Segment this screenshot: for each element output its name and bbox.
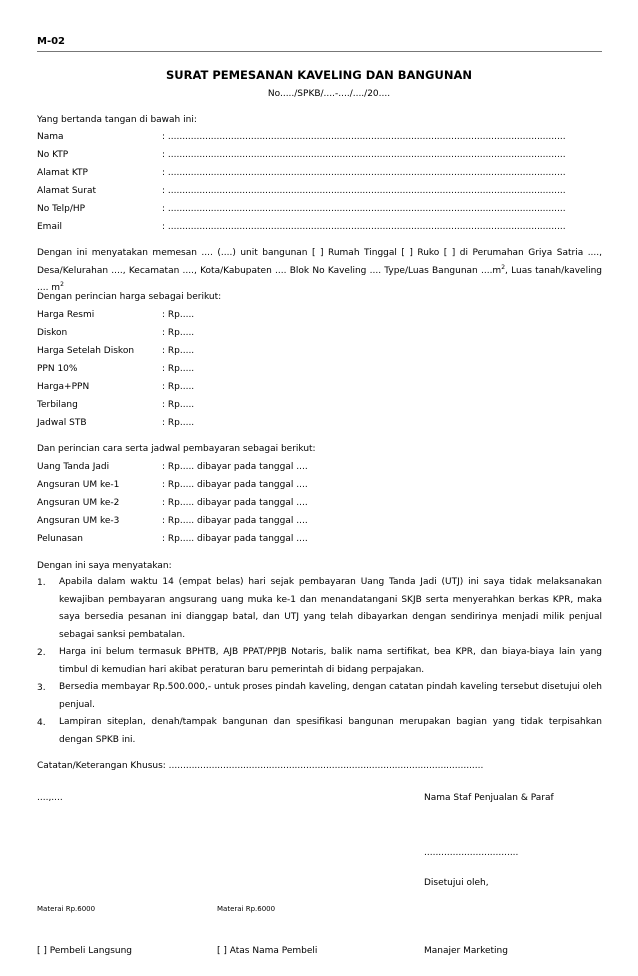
price-label: Harga Resmi xyxy=(37,310,95,320)
buyer-direct-checkbox[interactable]: [ ] Pembeli Langsung xyxy=(37,946,133,956)
price-value[interactable]: : Rp..... xyxy=(162,346,195,356)
field-value-ktp[interactable]: : ........................................................................................................................................... xyxy=(162,150,566,160)
sales-signature-line[interactable]: ................................. xyxy=(424,848,519,858)
superscript-2: 2 xyxy=(501,263,506,271)
field-value-alamat-ktp[interactable]: : ........................................................................................................................................... xyxy=(162,168,566,178)
price-label: Terbilang xyxy=(37,400,78,410)
declaration-number: 4. xyxy=(37,718,46,728)
payment-label: Angsuran UM ke-1 xyxy=(37,480,120,490)
declaration-intro: Dengan ini saya menyatakan: xyxy=(37,561,172,571)
declaration-number: 2. xyxy=(37,648,46,658)
price-label: Jadwal STB xyxy=(37,418,87,428)
payment-value[interactable]: : Rp..... dibayar pada tanggal .... xyxy=(162,516,308,526)
price-value[interactable]: : Rp..... xyxy=(162,328,195,338)
superscript-2: 2 xyxy=(60,281,64,288)
declaration-text: Harga ini belum termasuk BPHTB, AJB PPAT/PPJB Notaris, balik nama sertifikat, bea KPR, dan biaya-biaya lain yang timbul di kemudian hari akibat peraturan baru pemerintah di bidang perpajakan. xyxy=(59,647,602,675)
field-value-alamat-surat[interactable]: : ........................................................................................................................................... xyxy=(162,186,566,196)
payment-value[interactable]: : Rp..... dibayar pada tanggal .... xyxy=(162,498,308,508)
marketing-manager: Manajer Marketing xyxy=(424,946,508,956)
field-label-telp: No Telp/HP xyxy=(37,204,86,214)
price-value[interactable]: : Rp..... xyxy=(162,400,195,410)
payment-label: Pelunasan xyxy=(37,534,83,544)
payment-value[interactable]: : Rp..... dibayar pada tanggal .... xyxy=(162,480,308,490)
price-value[interactable]: : Rp..... xyxy=(162,364,195,374)
payment-label: Angsuran UM ke-2 xyxy=(37,498,120,508)
price-label: Harga Setelah Diskon xyxy=(37,346,135,356)
price-label: PPN 10% xyxy=(37,364,78,374)
approved-by: Disetujui oleh, xyxy=(424,878,489,888)
declaration-number: 1. xyxy=(37,578,46,588)
special-notes[interactable]: Catatan/Keterangan Khusus: .............................................................................................................. xyxy=(37,761,484,771)
payment-value[interactable]: : Rp..... dibayar pada tanggal .... xyxy=(162,462,308,472)
payment-label: Angsuran UM ke-3 xyxy=(37,516,120,526)
statement-text-2: , Luas tanah/kaveling .... m xyxy=(37,265,602,293)
document-title: SURAT PEMESANAN KAVELING DAN BANGUNAN xyxy=(165,68,472,82)
declaration-number: 3. xyxy=(37,683,46,693)
identity-intro: Yang bertanda tangan di bawah ini: xyxy=(37,115,197,125)
payment-intro: Dan perincian cara serta jadwal pembayaran sebagai berikut: xyxy=(37,444,316,454)
field-value-telp[interactable]: : ........................................................................................................................................... xyxy=(162,204,566,214)
payment-label: Uang Tanda Jadi xyxy=(37,462,110,472)
field-label-alamat-ktp: Alamat KTP xyxy=(37,168,88,178)
payment-value[interactable]: : Rp..... dibayar pada tanggal .... xyxy=(162,534,308,544)
sales-staff-title: Nama Staf Penjualan & Paraf xyxy=(424,793,554,803)
field-value-nama[interactable]: : ........................................................................................................................................... xyxy=(162,132,566,142)
field-label-email: Email xyxy=(37,222,62,232)
price-value[interactable]: : Rp..... xyxy=(162,310,195,320)
stamp-placeholder-2: Materai Rp.6000 xyxy=(217,905,276,913)
field-label-alamat-surat: Alamat Surat xyxy=(37,186,97,196)
price-label: Harga+PPN xyxy=(37,382,90,392)
price-label: Diskon xyxy=(37,328,68,338)
document-code: M-02 xyxy=(37,36,66,47)
order-statement xyxy=(37,245,602,298)
buyer-proxy-checkbox[interactable]: [ ] Atas Nama Pembeli xyxy=(217,946,318,956)
stamp-placeholder-1: Materai Rp.6000 xyxy=(37,905,96,913)
price-value[interactable]: : Rp..... xyxy=(162,382,195,392)
field-label-nama: Nama xyxy=(37,132,64,142)
header-divider xyxy=(37,51,602,52)
place-date[interactable]: ....,.... xyxy=(37,793,63,803)
declaration-text: Apabila dalam waktu 14 (empat belas) hari sejak pembayaran Uang Tanda Jadi (UTJ) ini saya tidak melaksanakan kewajiban pembayaran angsurang uang muka ke-1 dan menandatangani SKJB serta menyerahkan berkas KPR, maka saya bersedia pesanan ini dianggap batal, dan UTJ yang telah dibayarkan dengan sendirinya menjadi milik penjual sebagai sanksi pembatalan. xyxy=(59,577,602,640)
document-number: No...../SPKB/....-..../..../20.... xyxy=(267,89,391,99)
pricing-intro: Dengan perincian harga sebagai berikut: xyxy=(37,292,222,302)
price-value[interactable]: : Rp..... xyxy=(162,418,195,428)
declaration-text: Bersedia membayar Rp.500.000,- untuk proses pindah kaveling, dengan catatan pindah kaveling tersebut disetujui oleh penjual. xyxy=(59,682,603,710)
statement-text-1: Dengan ini menyatakan memesan .... (....) unit bangunan [ ] Rumah Tinggal [ ] Ruko [ ] di Perumahan Griya Satria ...., Desa/Kelurahan ...., Kecamatan ...., Kota/Kabupaten .... Blok No Kaveling .... Type/Luas Bangunan ....m xyxy=(37,248,602,276)
field-label-ktp: No KTP xyxy=(37,150,69,160)
declaration-text: Lampiran siteplan, denah/tampak bangunan dan spesifikasi bangunan merupakan bagian yang tidak terpisahkan dengan SPKB ini. xyxy=(59,717,602,745)
field-value-email[interactable]: : ........................................................................................................................................... xyxy=(162,222,566,232)
